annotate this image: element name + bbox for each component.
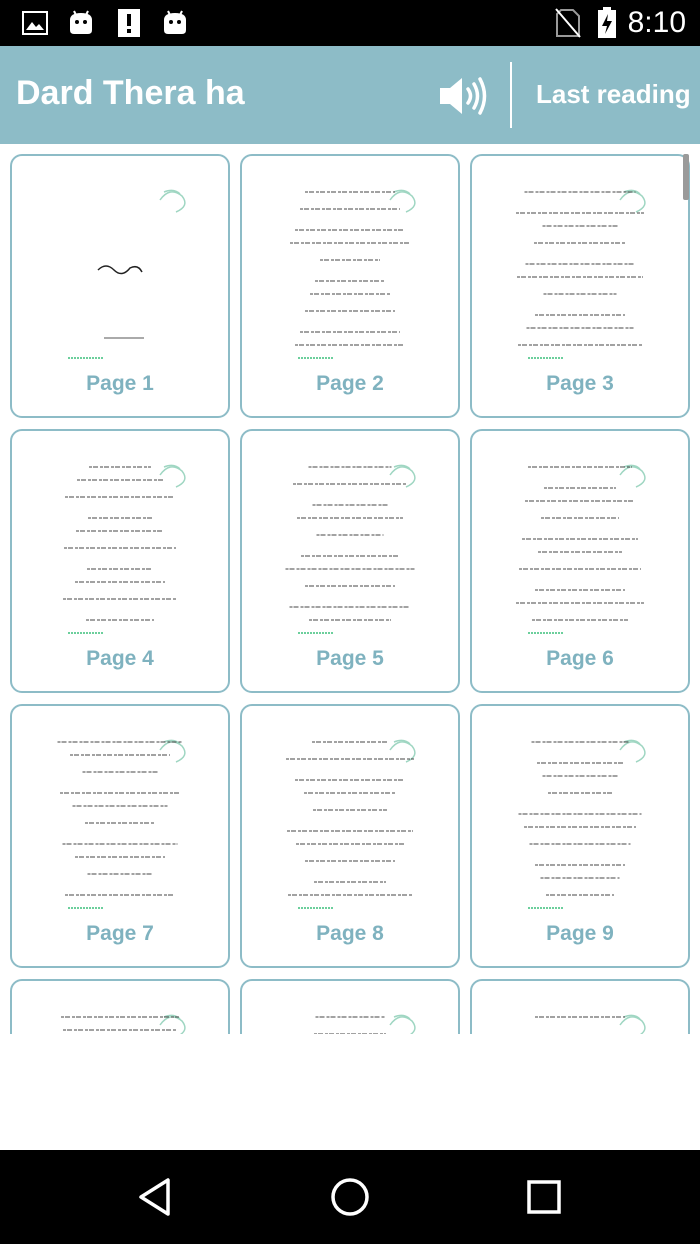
page-label: Page 2 bbox=[316, 372, 384, 395]
page-thumbnail bbox=[482, 445, 678, 637]
home-icon bbox=[329, 1176, 371, 1218]
page-label: Page 8 bbox=[316, 922, 384, 945]
page-grid[interactable] bbox=[0, 144, 700, 1034]
app-bar bbox=[0, 46, 700, 144]
page-label: Page 6 bbox=[546, 647, 614, 670]
page-card[interactable] bbox=[470, 429, 690, 693]
page-card[interactable] bbox=[470, 704, 690, 968]
page-thumbnail bbox=[252, 445, 448, 637]
page-label: Page 7 bbox=[86, 922, 154, 945]
android-icon bbox=[160, 8, 190, 38]
page-card[interactable] bbox=[10, 704, 230, 968]
page-card[interactable] bbox=[240, 704, 460, 968]
page-thumbnail bbox=[252, 720, 448, 912]
android-icon bbox=[66, 8, 96, 38]
no-sim-icon bbox=[554, 8, 582, 38]
page-thumbnail bbox=[22, 445, 218, 637]
page-thumbnail bbox=[22, 995, 218, 1034]
back-icon bbox=[136, 1176, 176, 1218]
scrollbar[interactable] bbox=[683, 154, 689, 200]
page-label: Page 1 bbox=[86, 372, 154, 395]
alert-icon bbox=[116, 8, 142, 38]
image-icon bbox=[20, 8, 50, 38]
page-label: Page 4 bbox=[86, 647, 154, 670]
page-label: Page 3 bbox=[546, 372, 614, 395]
page-card[interactable] bbox=[240, 154, 460, 418]
app-title: Dard Thera ha bbox=[16, 74, 245, 112]
page-card[interactable] bbox=[470, 979, 690, 1034]
recents-icon bbox=[524, 1177, 564, 1217]
last-reading-button[interactable]: Last reading bbox=[536, 79, 691, 109]
volume-icon bbox=[436, 74, 488, 118]
page-thumbnail bbox=[482, 995, 678, 1034]
clock-time: 8:10 bbox=[627, 6, 686, 39]
page-card[interactable] bbox=[10, 979, 230, 1034]
page-label: Page 9 bbox=[546, 922, 614, 945]
status-bar bbox=[0, 0, 700, 46]
recents-button[interactable] bbox=[514, 1172, 574, 1222]
page-card[interactable] bbox=[10, 429, 230, 693]
battery-charging-icon bbox=[596, 8, 618, 38]
page-thumbnail bbox=[482, 170, 678, 362]
page-thumbnail bbox=[482, 720, 678, 912]
page-card[interactable] bbox=[470, 154, 690, 418]
page-thumbnail bbox=[252, 170, 448, 362]
page-thumbnail bbox=[22, 170, 218, 362]
page-thumbnail bbox=[22, 720, 218, 912]
page-label: Page 5 bbox=[316, 647, 384, 670]
toolbar-divider bbox=[510, 62, 512, 128]
sound-button[interactable] bbox=[436, 74, 488, 118]
back-button[interactable] bbox=[126, 1172, 186, 1222]
page-card[interactable] bbox=[240, 429, 460, 693]
page-card[interactable] bbox=[240, 979, 460, 1034]
page-card[interactable] bbox=[10, 154, 230, 418]
page-thumbnail bbox=[252, 995, 448, 1034]
navigation-bar bbox=[0, 1150, 700, 1244]
home-button[interactable] bbox=[320, 1172, 380, 1222]
